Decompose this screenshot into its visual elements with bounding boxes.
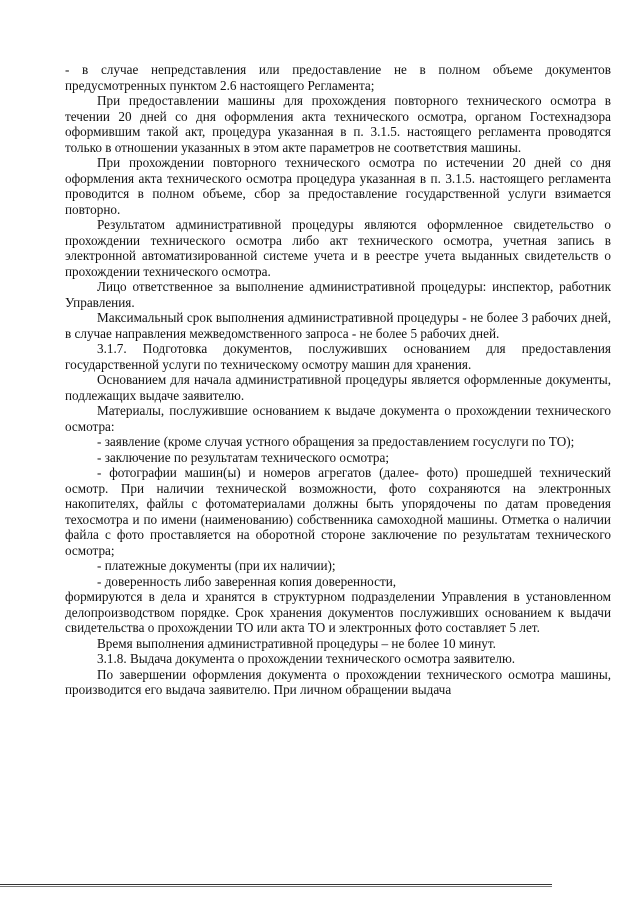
paragraph: - заявление (кроме случая устного обращения за предоставлением госуслуги по ТО); bbox=[97, 434, 575, 449]
scan-edge-line-shadow bbox=[0, 886, 552, 887]
paragraph: 3.1.7. Подготовка документов, послуживших основанием для предоставления государственной услуги по техническому осмотру машин для хранения. bbox=[65, 341, 611, 372]
paragraph: По завершении оформления документа о прохождении технического осмотра машины, производится его выдача заявителю. При личном обращении выдача bbox=[65, 666, 611, 697]
paragraph: формируются в дела и хранятся в структурном подразделении Управления в установленном делопроизводством порядке. Срок хранения документов послуживших основанием к выдачи свидетельства о прохождении ТО или акта ТО и электронных фото составляет 5 лет. bbox=[65, 589, 611, 635]
paragraph: 3.1.8. Выдача документа о прохождении технического осмотра заявителю. bbox=[97, 651, 516, 666]
document-body bbox=[65, 62, 611, 698]
scan-edge-line bbox=[0, 884, 552, 885]
paragraph: - фотографии машин(ы) и номеров агрегатов (далее- фото) прошедшей технический осмотр. При наличии технической возможности, фото сохраняются на электронных накопителях, файлы с фотоматериалами должны быть упорядочены по датам проведения техосмотра и по имени (наименованию) собственника самоходной машины. Отметка о наличии файла с фото проставляется на оборотной стороне заключение по результатам технического осмотра; bbox=[65, 465, 611, 558]
paragraph: - в случае непредставления или предоставление не в полном объеме документов предусмотренных пунктом 2.6 настоящего Регламента; bbox=[65, 62, 611, 93]
paragraph: Результатом административной процедуры являются оформленное свидетельство о прохождении технического осмотра либо акт технического осмотра, учетная запись в электронной автоматизированной системе учета и в реестре учета выданных свидетельств о прохождении технического осмотра. bbox=[65, 217, 611, 279]
paragraph: Основанием для начала административной процедуры является оформленные документы, подлежащих выдаче заявителю. bbox=[65, 372, 611, 403]
paragraph: Время выполнения административной процедуры – не более 10 минут. bbox=[97, 635, 496, 651]
paragraph: Материалы, послужившие основанием к выдаче документа о прохождении технического осмотра: bbox=[65, 403, 611, 434]
paragraph: - доверенность либо заверенная копия доверенности, bbox=[97, 573, 397, 589]
paragraph: При прохождении повторного технического осмотра по истечении 20 дней со дня оформления акта технического осмотра процедура указанная в п. 3.1.5. настоящего регламента проводится в полном объеме, сбор за предоставление государственной услуги взимается повторно. bbox=[65, 155, 611, 217]
paragraph: Максимальный срок выполнения административной процедуры - не более 3 рабочих дней, в случае направления межведомственного запроса - не более 5 рабочих дней. bbox=[65, 310, 611, 341]
paragraph: При предоставлении машины для прохождения повторного технического осмотра в течении 20 дней со дня оформления акта технического осмотра, органом Гостехнадзора оформившим такой акт, процедура указанная в п. 3.1.5. настоящего регламента проводятся только в отношении указанных в этом акте параметров не соответствия машины. bbox=[65, 93, 611, 155]
paragraph: Лицо ответственное за выполнение административной процедуры: инспектор, работник Управления. bbox=[65, 279, 611, 310]
paragraph: - заключение по результатам технического осмотра; bbox=[97, 449, 389, 465]
paragraph: - платежные документы (при их наличии); bbox=[97, 558, 336, 573]
